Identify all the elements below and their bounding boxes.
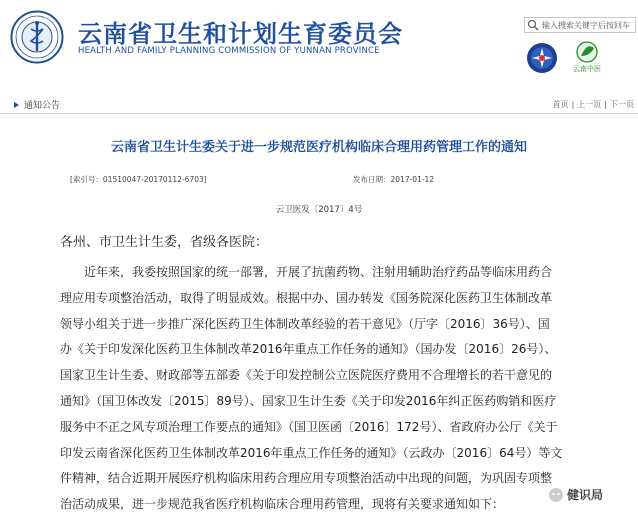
article-body — [60, 260, 620, 518]
section-heading — [14, 98, 60, 111]
article-title: 云南省卫生计生委关于进一步规范医疗机构临床合理用药管理工作的通知 — [110, 140, 527, 155]
breadcrumb — [0, 97, 638, 114]
document-number: 云卫医发〔2017〕4号 — [275, 205, 363, 215]
body-line: 服务中不正之风专项治理工作要点的通知》（国卫医函〔2016〕172号）、省政府办公厅《关于 — [60, 419, 558, 434]
body-line: 通知》（国卫体改发〔2015〕89号）、国家卫生计生委《关于印发2016年纠正医药购销和医疗 — [60, 393, 557, 408]
page-nav: 首页 | 上一页 | 下一页 — [552, 100, 634, 109]
yunnan-tcm-logo[interactable] — [567, 40, 607, 76]
site-subtitle: HEALTH AND FAMILY PLANNING COMMISSION OF YUNNAN PROVINCE — [78, 46, 380, 56]
health-logo-icon[interactable] — [526, 42, 558, 74]
section-label[interactable]: 通知公告 — [24, 101, 61, 111]
body-line: 理应用专项整治活动，取得了明显成效。根据中办、国办转发《国务院深化医药卫生体制改革 — [60, 290, 553, 305]
index-number: [索引号：01510047-20170112-6703] — [70, 175, 207, 184]
site-header — [0, 0, 638, 88]
site-title: 云南省卫生和计划生育委员会 — [78, 20, 403, 48]
watermark-text: 健识局 — [567, 488, 604, 502]
search-input[interactable] — [524, 17, 636, 33]
body-line: 国家卫生计生委、财政部等五部委《关于印发控制公立医院医疗费用不合理增长的若干意见的 — [60, 368, 553, 383]
commission-emblem-icon — [10, 10, 64, 64]
wechat-account-icon — [548, 487, 564, 503]
watermark — [548, 486, 603, 503]
triangle-bullet-icon — [14, 102, 19, 108]
prev-page-link[interactable]: 上一页 — [577, 100, 602, 109]
search-icon — [527, 19, 539, 31]
salutation: 各州、市卫生计生委，省级各医院： — [60, 235, 269, 250]
body-line: 治活动成果，进一步规范我省医疗机构临床合理用药管理，现将有关要求通知如下： — [60, 497, 505, 512]
body-line: 近年来，我委按照国家的统一部署，开展了抗菌药物、注射用辅助治疗药品等临床用药合 — [60, 265, 553, 279]
body-line: 领导小组关于进一步推广深化医药卫生体制改革经验的若干意见》（厅字〔2016〕36号）、国 — [60, 316, 550, 331]
tcm-leaf-icon — [567, 40, 607, 64]
tcm-logo-label: 云南中医 — [573, 65, 601, 73]
next-page-link[interactable]: 下一页 — [610, 100, 634, 109]
body-line: 办《关于印发深化医药卫生体制改革2016年重点工作任务的通知》（国办发〔2016〕26号）、 — [60, 342, 557, 357]
body-line: 件精神，结合近期开展医疗机构临床用药合理应用专项整治活动中出现的问题，为巩固专项整 — [60, 471, 553, 486]
search-placeholder: 输入搜索关键字后按回车 — [542, 20, 630, 30]
body-line: 印发云南省深化医药卫生体制改革2016年重点工作任务的通知》（云政办〔2016〕64号）等文 — [60, 445, 563, 460]
home-link[interactable]: 首页 — [552, 100, 569, 109]
publish-date: 发布日期：2017-01-12 — [353, 175, 435, 184]
